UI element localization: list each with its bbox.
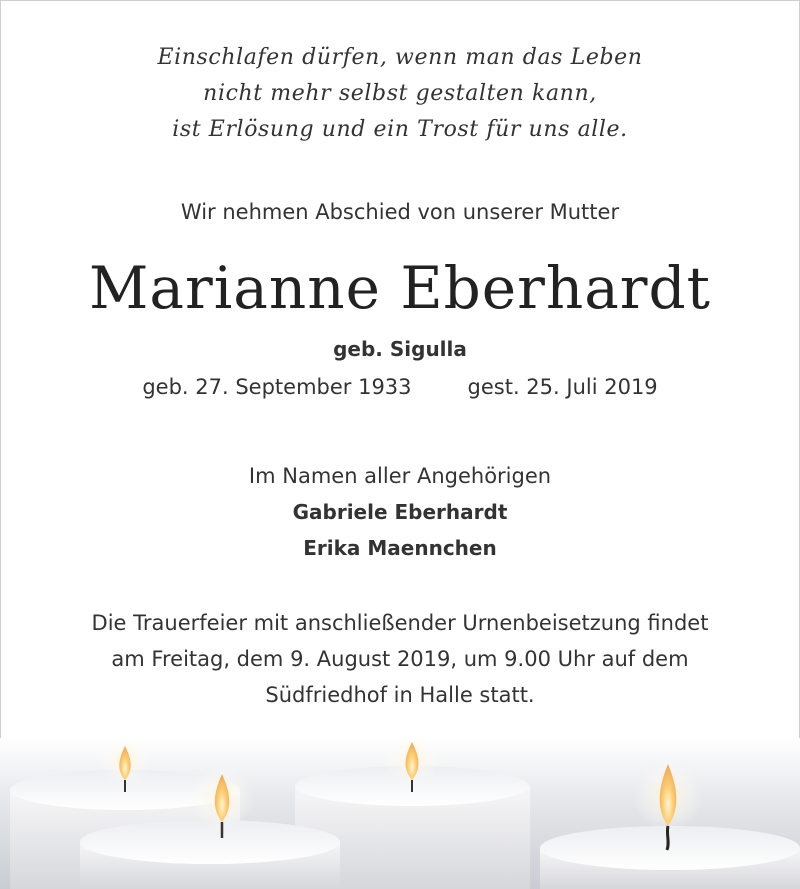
service-line-3: Südfriedhof in Halle statt. [265, 683, 535, 707]
candles-image [0, 738, 800, 889]
life-dates [0, 372, 800, 402]
deceased-name: Marianne Eberhardt [89, 254, 711, 322]
mourner-name: Gabriele Eberhardt [292, 500, 508, 524]
intro-text: Wir nehmen Abschied von unserer Mutter [180, 200, 620, 224]
mourners-intro: Im Namen aller Angehörigen [248, 464, 552, 488]
motto-verse [0, 40, 800, 148]
service-line-1: Die Trauerfeier mit anschließender Urnenbeisetzung findet [91, 611, 709, 635]
mourners-block [0, 458, 800, 566]
motto-line-1: Einschlafen dürfen, wenn man das Leben [157, 45, 643, 70]
maiden-name: geb. Sigulla [333, 337, 467, 361]
motto-line-3: ist Erlösung und ein Trost für uns alle. [172, 117, 628, 142]
mourner-name: Erika Maennchen [303, 536, 497, 560]
birth-date: geb. 27. September 1933 [142, 375, 412, 399]
death-date: gest. 25. Juli 2019 [467, 375, 658, 399]
funeral-service-info [0, 605, 800, 713]
motto-line-2: nicht mehr selbst gestalten kann, [203, 81, 597, 106]
service-line-2: am Freitag, dem 9. August 2019, um 9.00 Uhr auf dem [111, 647, 689, 671]
